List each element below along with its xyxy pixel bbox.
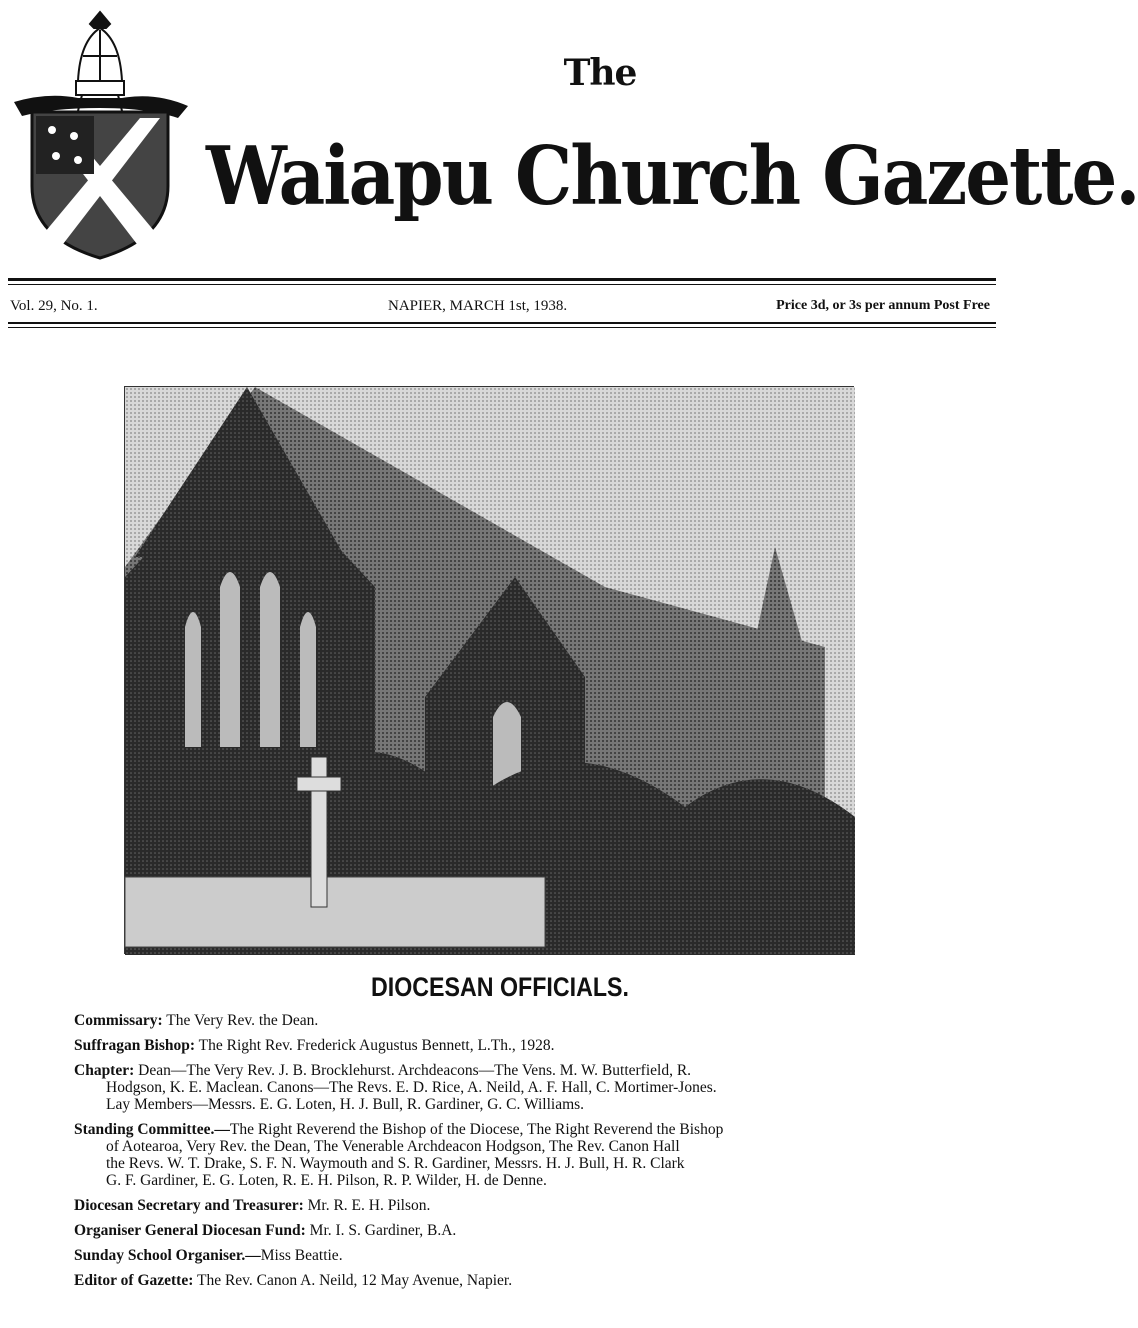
official-text: Miss Beattie. [260, 1247, 343, 1264]
official-text: The Very Rev. the Dean. [166, 1012, 319, 1029]
official-entry [74, 1062, 994, 1113]
official-label: Editor of Gazette: [74, 1272, 194, 1289]
masthead-the: The [563, 52, 637, 94]
official-text: The Rev. Canon A. Neild, 12 May Avenue, Napier. [196, 1272, 513, 1289]
official-entry [74, 1037, 994, 1054]
masthead-title: Waiapu Church Gazette. [206, 127, 1138, 224]
issue-bar [10, 298, 990, 318]
official-label: Sunday School Organiser.— [74, 1247, 261, 1264]
official-text: the Revs. W. T. Drake, S. F. N. Waymouth and S. R. Gardiner, Messrs. H. J. Bull, H. R. Clark [106, 1155, 685, 1172]
official-entry [74, 1272, 994, 1289]
official-entry [74, 1121, 994, 1189]
official-entry [74, 1197, 994, 1214]
official-text: The Right Rev. Frederick Augustus Bennett, L.Th., 1928. [198, 1037, 555, 1054]
issue-bar-rule-thin [8, 327, 996, 328]
diocesan-crest-icon [8, 6, 190, 261]
official-label: Standing Committee.— [74, 1121, 230, 1138]
official-text: The Right Reverend the Bishop of the Diocese, The Right Reverend the Bishop [229, 1121, 724, 1138]
section-title: DIOCESAN OFFICIALS. [370, 972, 629, 1002]
officials-list [74, 1012, 994, 1297]
official-label: Organiser General Diocesan Fund: [74, 1222, 306, 1239]
official-text: of Aotearoa, Very Rev. the Dean, The Venerable Archdeacon Hodgson, The Rev. Canon Hall [106, 1138, 680, 1155]
official-text: Hodgson, K. E. Maclean. Canons—The Revs. E. D. Rice, A. Neild, A. F. Hall, C. Mortimer-Jones. [106, 1079, 717, 1096]
church-photograph-icon [124, 386, 854, 954]
official-label: Suffragan Bishop: [74, 1037, 196, 1054]
official-text: Dean—The Very Rev. J. B. Brocklehurst. Archdeacons—The Vens. M. W. Butterfield, R. [138, 1062, 692, 1079]
official-label: Chapter: [74, 1062, 135, 1079]
official-entry [74, 1222, 994, 1239]
official-text: Mr. R. E. H. Pilson. [307, 1197, 431, 1214]
official-label: Diocesan Secretary and Treasurer: [74, 1197, 304, 1214]
issue-volume: Vol. 29, No. 1. [10, 298, 98, 314]
official-entry [74, 1012, 994, 1029]
issue-date: NAPIER, MARCH 1st, 1938. [388, 298, 568, 314]
issue-bar-rule [8, 322, 996, 324]
official-label: Commissary: [74, 1012, 163, 1029]
official-text: Mr. I. S. Gardiner, B.A. [309, 1222, 457, 1239]
masthead-rule-thin [8, 284, 996, 285]
official-text: G. F. Gardiner, E. G. Loten, R. E. H. Pilson, R. P. Wilder, H. de Denne. [106, 1172, 547, 1189]
masthead-rule [8, 278, 996, 281]
official-text: Lay Members—Messrs. E. G. Loten, H. J. Bull, R. Gardiner, G. C. Williams. [106, 1096, 585, 1113]
official-entry [74, 1247, 994, 1264]
issue-price: Price 3d, or 3s per annum Post Free [776, 298, 990, 313]
